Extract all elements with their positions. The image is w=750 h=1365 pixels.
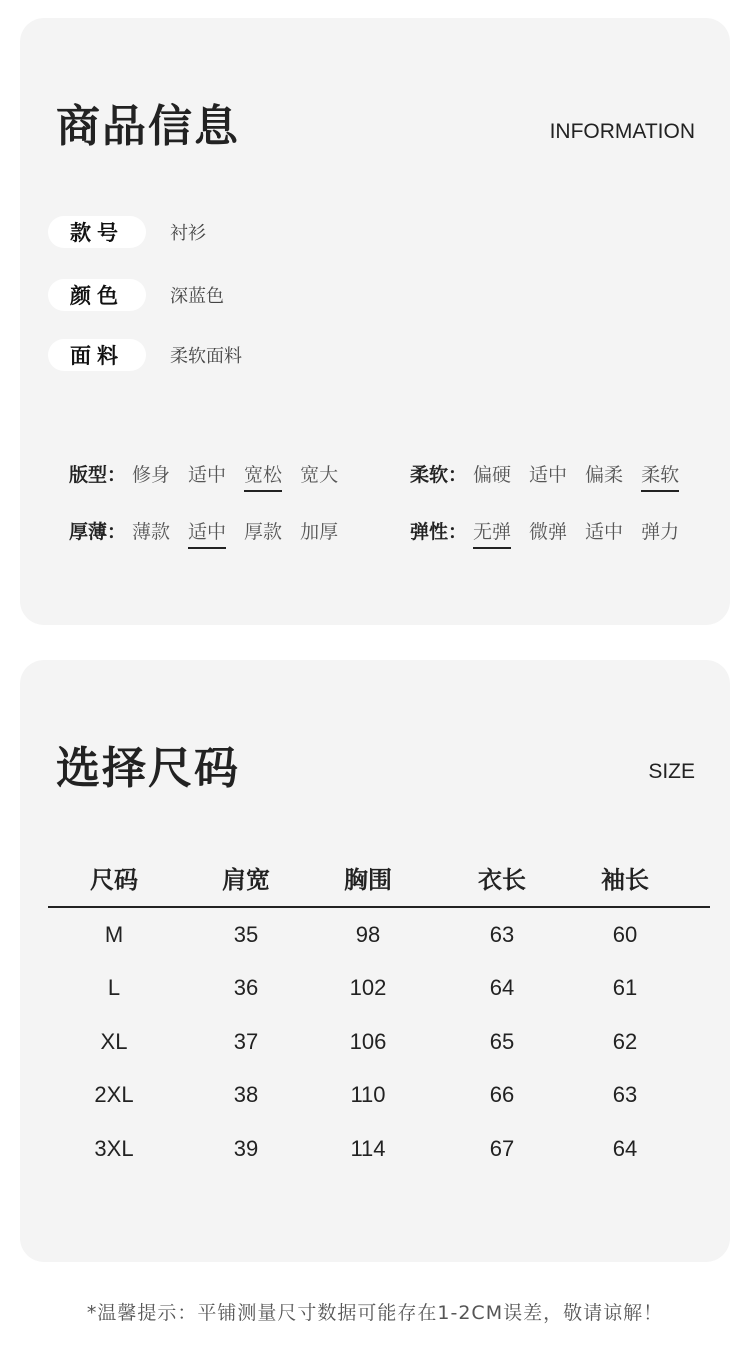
cell-chest: 98 [355, 921, 381, 947]
cell-shoulder: 38 [233, 1082, 259, 1108]
size-title: 选择尺码 [56, 743, 240, 794]
attribute-row-color [48, 279, 224, 311]
attribute-value: 深蓝色 [170, 286, 224, 307]
table-row [48, 1015, 710, 1069]
cell-length: 63 [489, 921, 515, 947]
attribute-row-style-number [48, 216, 206, 248]
table-row [48, 1069, 710, 1123]
feature-softness [410, 460, 697, 494]
header-size: 尺码 [90, 866, 138, 894]
cell-shoulder: 35 [233, 921, 259, 947]
attribute-label: 款号 [48, 216, 146, 248]
feature-option-selected: 柔软 [641, 460, 679, 492]
feature-option: 厚款 [244, 521, 283, 543]
feature-option-selected: 无弹 [473, 517, 511, 549]
cell-sleeve: 60 [612, 921, 638, 947]
attribute-row-fabric [48, 339, 242, 371]
cell-size: M [104, 921, 124, 947]
cell-shoulder: 36 [233, 975, 259, 1001]
cell-size: 3XL [94, 1135, 134, 1161]
feature-option: 宽大 [300, 464, 339, 486]
cell-chest: 106 [349, 1028, 387, 1054]
feature-label: 厚薄： [69, 521, 127, 543]
info-title-en: INFORMATION [549, 120, 695, 143]
feature-option: 微弹 [529, 521, 568, 543]
cell-chest: 102 [349, 975, 387, 1001]
cell-chest: 114 [350, 1135, 386, 1161]
cell-length: 65 [489, 1028, 515, 1054]
table-row [48, 908, 710, 962]
measurement-tip: *温馨提示：平铺测量尺寸数据可能存在1-2CM误差，敬请谅解！ [86, 1302, 664, 1324]
feature-option-selected: 适中 [188, 517, 226, 549]
attribute-label: 面料 [48, 339, 146, 371]
size-table-body [48, 908, 710, 1176]
feature-option: 适中 [585, 521, 624, 543]
attribute-label: 颜色 [48, 279, 146, 311]
feature-elasticity [410, 517, 697, 551]
feature-fit [69, 460, 356, 494]
product-info-card [20, 18, 730, 625]
feature-option: 加厚 [300, 521, 339, 543]
cell-size: XL [100, 1028, 128, 1054]
table-row [48, 1122, 710, 1176]
feature-thickness [69, 517, 356, 551]
table-row [48, 962, 710, 1016]
cell-sleeve: 61 [612, 975, 638, 1001]
size-table [48, 860, 710, 1176]
feature-option: 偏柔 [585, 464, 624, 486]
cell-shoulder: 37 [233, 1028, 259, 1054]
attribute-value: 柔软面料 [170, 346, 242, 367]
cell-shoulder: 39 [233, 1135, 259, 1161]
header-chest: 胸围 [344, 866, 392, 894]
header-length: 衣长 [478, 866, 526, 894]
size-card [20, 660, 730, 1262]
size-title-en: SIZE [648, 760, 695, 783]
feature-option: 薄款 [132, 521, 171, 543]
feature-label: 柔软： [410, 464, 468, 486]
attribute-value: 衬衫 [170, 223, 206, 244]
header-shoulder: 肩宽 [222, 866, 270, 894]
cell-length: 64 [489, 975, 515, 1001]
feature-label: 版型： [69, 464, 127, 486]
feature-option-selected: 宽松 [244, 460, 282, 492]
cell-sleeve: 64 [612, 1135, 638, 1161]
cell-length: 67 [489, 1135, 515, 1161]
cell-sleeve: 62 [612, 1028, 638, 1054]
cell-length: 66 [489, 1082, 515, 1108]
feature-option: 修身 [132, 464, 171, 486]
feature-option: 适中 [188, 464, 227, 486]
cell-chest: 110 [350, 1082, 386, 1108]
cell-sleeve: 63 [612, 1082, 638, 1108]
info-title: 商品信息 [56, 101, 240, 152]
feature-option: 适中 [529, 464, 568, 486]
header-sleeve: 袖长 [601, 866, 649, 894]
size-table-header [48, 860, 710, 908]
cell-size: 2XL [94, 1082, 134, 1108]
feature-option: 弹力 [641, 521, 680, 543]
feature-option: 偏硬 [473, 464, 512, 486]
feature-label: 弹性： [410, 521, 468, 543]
cell-size: L [107, 975, 121, 1001]
